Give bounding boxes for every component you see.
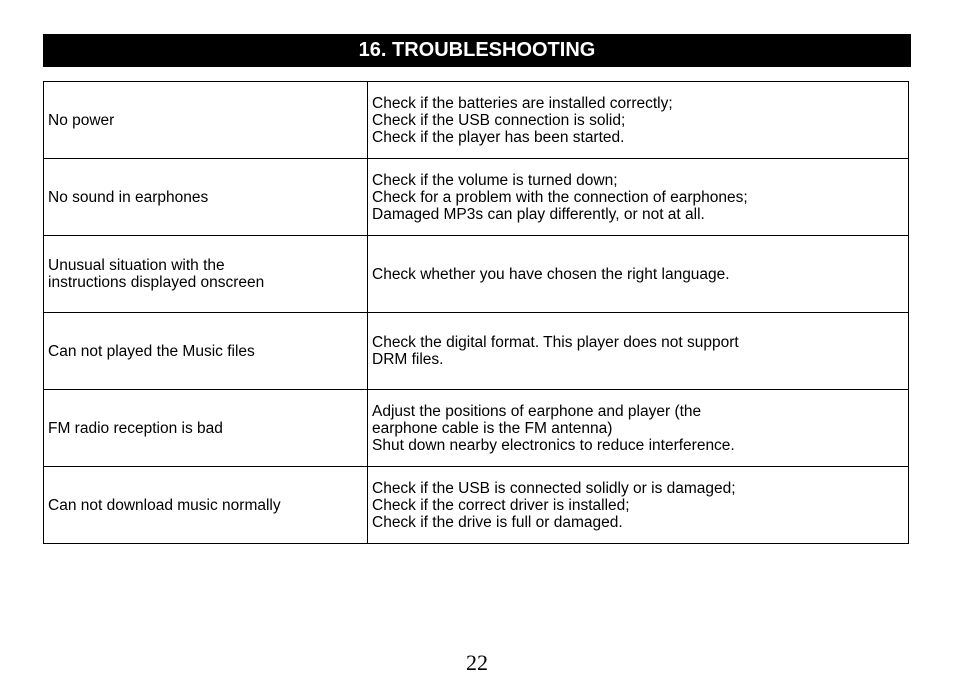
troubleshooting-table <box>43 81 909 544</box>
problem-text: Can not download music normally <box>48 496 281 514</box>
problem-text: Unusual situation with the <box>48 257 225 274</box>
solution-line: Check the digital format. This player does not support <box>372 334 739 351</box>
solution-line: Check if the volume is turned down; <box>372 171 618 189</box>
solution-line: Check if the USB connection is solid; <box>372 111 626 129</box>
problem-text: instructions displayed onscreen <box>48 274 265 291</box>
solution-line: Check whether you have chosen the right language. <box>372 265 730 283</box>
solution-line: DRM files. <box>372 351 444 368</box>
problem-text: No power <box>48 111 115 129</box>
solution-line: Check if the correct driver is installed; <box>372 496 630 514</box>
problem-text: FM radio reception is bad <box>48 419 223 437</box>
problem-cell <box>44 159 368 236</box>
solution-cell <box>368 159 909 236</box>
section-title-bar <box>43 34 911 67</box>
problem-text: Can not played the Music files <box>48 342 255 360</box>
problem-cell <box>44 467 368 544</box>
solution-line: Damaged MP3s can play differently, or not at all. <box>372 205 705 223</box>
solution-line: Check if the batteries are installed correctly; <box>372 94 673 112</box>
problem-cell <box>44 236 368 313</box>
solution-line: earphone cable is the FM antenna) <box>372 419 613 437</box>
table-row <box>44 236 909 313</box>
table-row <box>44 467 909 544</box>
solution-line: Check for a problem with the connection of earphones; <box>372 188 748 206</box>
section-title: 16. TROUBLESHOOTING <box>358 39 596 61</box>
solution-cell <box>368 82 909 159</box>
solution-cell <box>368 467 909 544</box>
solution-line: Adjust the positions of earphone and player (the <box>372 402 702 420</box>
table-row <box>44 159 909 236</box>
solution-line: Check if the USB is connected solidly or is damaged; <box>372 479 736 497</box>
solution-cell <box>368 236 909 313</box>
solution-line: Check if the player has been started. <box>372 128 625 146</box>
solution-line: Shut down nearby electronics to reduce interference. <box>372 436 735 454</box>
table-row <box>44 82 909 159</box>
solution-line: Check if the drive is full or damaged. <box>372 513 623 531</box>
problem-cell <box>44 82 368 159</box>
solution-cell <box>368 390 909 467</box>
problem-cell <box>44 390 368 467</box>
table-row <box>44 313 909 390</box>
problem-cell <box>44 313 368 390</box>
table-row <box>44 390 909 467</box>
problem-text: No sound in earphones <box>48 188 209 206</box>
solution-cell <box>368 313 909 390</box>
page-number: 22 <box>466 650 488 675</box>
